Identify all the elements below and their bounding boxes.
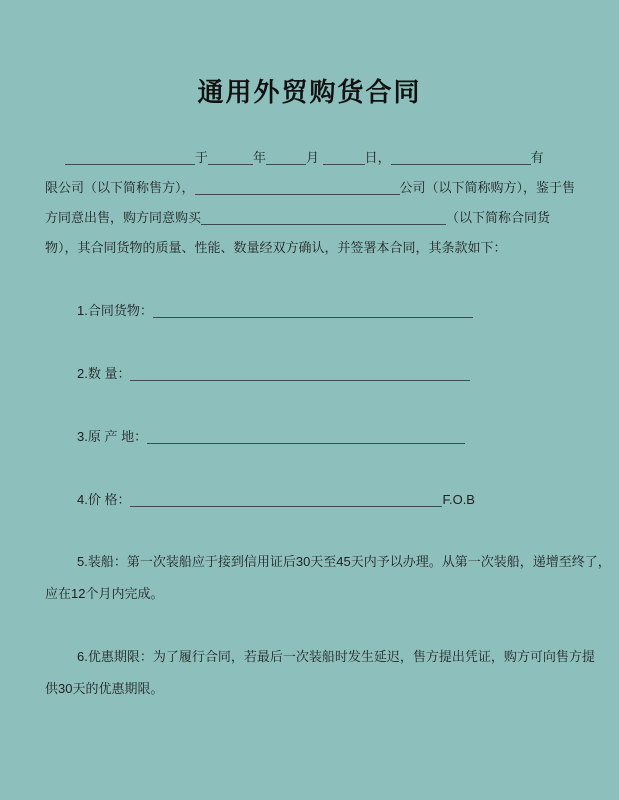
blank-underline <box>201 212 446 225</box>
clause-4-price <box>45 485 579 515</box>
document-title: 通用外贸购货合同 <box>197 77 422 107</box>
form-line <box>45 359 579 389</box>
form-line <box>45 546 611 578</box>
text-segment: 6.优惠期限：为了履行合同，若最后一次装船时发生延迟，售方提出凭证，购方可向售方提 <box>77 649 595 664</box>
blank-underline <box>65 152 195 165</box>
clause-3-origin <box>45 422 579 452</box>
text-segment: 月 <box>306 150 323 165</box>
blank-underline <box>153 305 473 318</box>
text-segment: 有 <box>530 150 544 165</box>
blank-underline <box>266 152 306 165</box>
text-segment: 1.合同货物： <box>77 303 153 318</box>
intro-paragraph <box>45 143 579 263</box>
form-line <box>45 673 579 705</box>
form-line <box>45 203 579 233</box>
text-segment: 年 <box>253 150 267 165</box>
text-segment: 日， <box>364 150 391 165</box>
text-segment: 2.数 量： <box>77 366 131 381</box>
form-line <box>45 173 579 203</box>
form-line <box>45 422 579 452</box>
text-segment: 3.原 产 地： <box>77 429 148 444</box>
form-line <box>45 296 579 326</box>
document-body <box>45 143 611 705</box>
clause-2-quantity <box>45 359 579 389</box>
text-segment: 5.装船：第一次装船应于接到信用证后30天至45天内予以办理。从第一次装船，递增至终了， <box>77 554 611 569</box>
text-segment: F.O.B <box>442 492 475 507</box>
text-segment: 于 <box>195 150 209 165</box>
text-segment: 限公司（以下简称售方）， <box>45 180 195 195</box>
text-segment: 物），其合同货物的质量、性能、数量经双方确认，并签署本合同，其条款如下： <box>45 240 507 255</box>
form-line <box>45 143 579 173</box>
clause-1-contract-goods <box>45 296 579 326</box>
blank-underline <box>130 368 470 381</box>
text-segment: 公司（以下简称购方），鉴于售 <box>399 180 576 195</box>
blank-underline <box>147 431 465 444</box>
text-segment: 方同意出售，购方同意购买 <box>45 210 202 225</box>
form-line <box>45 485 579 515</box>
text-segment: （以下简称合同货 <box>446 210 551 225</box>
blank-underline <box>130 494 442 507</box>
form-line <box>45 578 579 610</box>
text-segment: 供30天的优惠期限。 <box>45 681 164 696</box>
clause-6-grace-period <box>45 641 595 705</box>
text-segment: 应在12个月内完成。 <box>45 586 164 601</box>
blank-underline <box>208 152 253 165</box>
text-segment: 4.价 格： <box>77 492 131 507</box>
form-line <box>45 641 595 673</box>
blank-underline <box>195 182 400 195</box>
clause-5-shipment <box>45 546 611 610</box>
blank-underline <box>323 152 365 165</box>
form-line <box>45 233 579 263</box>
blank-underline <box>391 152 531 165</box>
